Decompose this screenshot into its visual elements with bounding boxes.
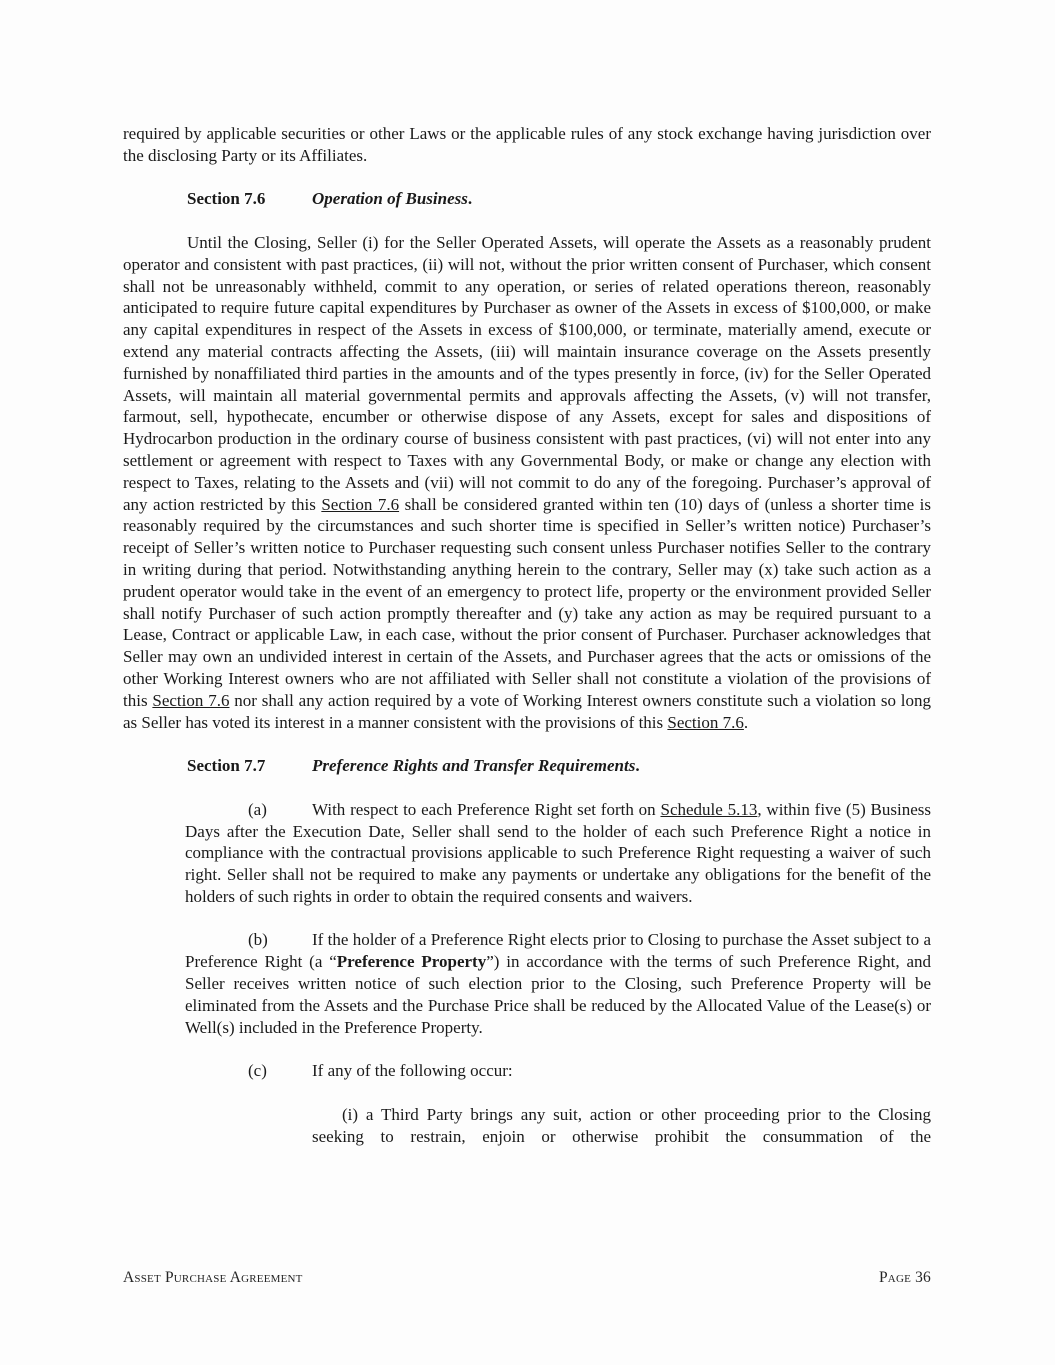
- paragraph-7-7-c-i: [312, 1104, 931, 1148]
- section-7-7-title-period: .: [635, 756, 640, 776]
- footer-document-title: Asset Purchase Agreement: [123, 1269, 303, 1286]
- text-segment: Until the Closing, Seller (i) for the Seller Operated Assets, will operate the Assets as a reasonably prudent operator and consistent with past practices, (ii) will not, without the prior written consent of Purchaser, which consent shall not be unreasonably withheld, commit to any operation, or series of related operations thereon, reasonably anticipated to require future capital expenditures by Purchaser as owner of the Assets in excess of $100,000, or make any capital expenditures in respect of the Assets in excess of $100,000, or terminate, materially amend, execute or extend any material contracts affecting the Assets, (iii) will maintain insurance coverage on the Assets presently furnished by nonaffiliated third parties in the amounts and of the types presently in force, (iv) for the Seller Operated Assets, will maintain all material governmental permits and approvals affecting the Assets, (v) will not transfer, farmout, sell, hypothecate, encumber or otherwise dispose of any Assets, except for sales and dispositions of Hydrocarbon production in the ordinary course of business consistent with past practices, (vi) will not enter into any settlement or agreement with respect to Taxes with any Governmental Body, or make or change any election with respect to Taxes, relating to the Assets and (vii) will not commit to do any of the foregoing. Purchaser’s approval of any action restricted by this: [123, 232, 931, 514]
- text-segment: required by applicable securities or other Laws or the applicable rules of any stock exchange having jurisdiction over the disclosing Party or its Affiliates.: [123, 124, 931, 165]
- subsection-c-label: (c): [248, 1061, 267, 1081]
- text-segment: If the holder of a Preference Right elects prior to Closing to purchase the Asset subject to a Preference Right (a “: [185, 930, 931, 972]
- subsection-b-label: (b): [248, 930, 268, 950]
- clause-i-label: (i): [342, 1104, 359, 1124]
- paragraph-7-7-c: [185, 1060, 931, 1082]
- text-segment: , within five (5) Business Days after the Execution Date, Seller shall send to the holder of each such Preference Right a notice in compliance with the contractual provisions applicable to such Preference Right requesting a waiver of such right. Seller shall not be required to make any payments or undertake any obligations for the benefit of the holders of such rights in order to obtain the required consents and waivers.: [185, 799, 931, 906]
- footer-page-number: Page 36: [878, 1269, 931, 1286]
- section-7-6-title-period: .: [467, 189, 473, 209]
- text-segment: a Third Party brings any suit, action or other proceeding prior to the Closing seeking to restrain, enjoin or otherwise prohibit the consummation of the: [312, 1104, 932, 1146]
- section-7-6-reference: Section 7.6: [667, 712, 744, 732]
- heading-section-7-6: [123, 188, 931, 210]
- text-segment: If any of the following occur:: [312, 1061, 513, 1081]
- section-7-7-number: Section 7.7: [187, 756, 266, 776]
- heading-section-7-7: [123, 755, 931, 777]
- document-content: [123, 123, 931, 1169]
- text-segment: nor shall any action required by a vote of Working Interest owners constitute such a violation so long as Seller has voted its interest in a manner consistent with the provisions of this: [123, 690, 932, 732]
- schedule-5-13-reference: Schedule 5.13: [660, 799, 758, 819]
- paragraph-continuation: [123, 123, 931, 167]
- paragraph-section-7-6-body: [123, 232, 931, 733]
- paragraph-7-7-b: [185, 929, 931, 1038]
- subsection-a-label: (a): [248, 799, 267, 819]
- section-7-6-reference: Section 7.6: [152, 690, 230, 710]
- text-segment: ”) in accordance with the terms of such Preference Right, and Seller receives written notice of such election prior to the Closing, such Preference Property will be eliminated from the Assets and the Purchase Price shall be reduced by the Allocated Value of the Lease(s) or Well(s) included in the Preference Property.: [185, 952, 931, 1037]
- section-7-7-title: Preference Rights and Transfer Requirements: [312, 756, 636, 776]
- text-segment: With respect to each Preference Right set forth on: [312, 799, 661, 819]
- preference-property-term: Preference Property: [336, 952, 487, 972]
- section-7-6-reference: Section 7.6: [321, 494, 400, 514]
- text-segment: shall be considered granted within ten (10) days of (unless a shorter time is reasonably required by the circumstances and such shorter time is specified in Seller’s written notice) Purchaser’s receipt of Seller’s written notice to Purchaser requesting such consent unless Purchaser notifies Seller to the contrary in writing during that period. Notwithstanding anything herein to the contrary, Seller may (x) take such action as a prudent operator would take in the event of an emergency to protect life, property or the environment provided Seller shall notify Purchaser of such action promptly thereafter and (y) take any action as may be required pursuant to a Lease, Contract or applicable Law, in each case, without the prior consent of Purchaser. Purchaser acknowledges that Seller may own an undivided interest in certain of the Assets, and Purchaser agrees that the acts or omissions of the other Working Interest owners who are not affiliated with Seller shall not constitute a violation of the provisions of this: [123, 494, 932, 710]
- page-footer: [123, 1269, 931, 1287]
- section-7-6-number: Section 7.6: [187, 189, 266, 209]
- paragraph-7-7-a: [185, 799, 931, 908]
- text-segment: .: [743, 712, 749, 732]
- section-7-6-title: Operation of Business: [312, 189, 468, 209]
